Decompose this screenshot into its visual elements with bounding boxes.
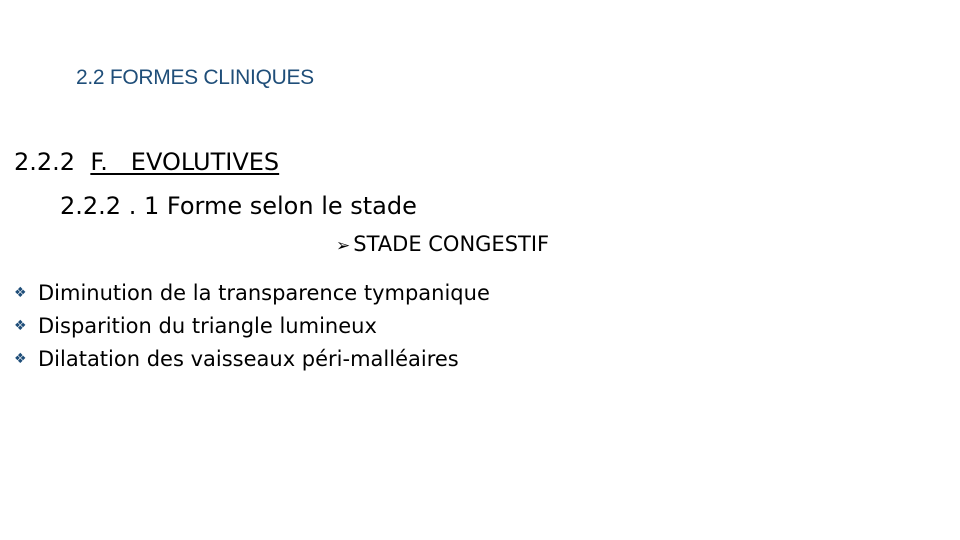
section-label: F. EVOLUTIVES [90,148,280,176]
subsection-number: 2.2.2 . 1 [60,192,160,220]
list-item [14,342,490,375]
diamond-bullet-icon: ❖ [14,284,27,301]
stage-heading [336,232,549,256]
section-heading [14,148,279,176]
slide-title: 2.2 FORMES CLINIQUES [76,66,314,89]
symptom-list [14,276,490,375]
stage-label: STADE CONGESTIF [353,232,550,256]
subsection-label: Forme selon le stade [166,192,417,220]
section-number: 2.2.2 [14,148,76,176]
arrow-bullet-icon: ➢ [336,236,351,256]
list-item-text: Disparition du triangle lumineux [38,313,377,338]
diamond-bullet-icon: ❖ [14,350,27,367]
list-item [14,309,490,342]
list-item-text: Dilatation des vaisseaux péri-malléaires [38,346,459,371]
subsection-heading [60,192,417,220]
list-item [14,276,490,309]
diamond-bullet-icon: ❖ [14,317,27,334]
list-item-text: Diminution de la transparence tympanique [38,280,490,305]
